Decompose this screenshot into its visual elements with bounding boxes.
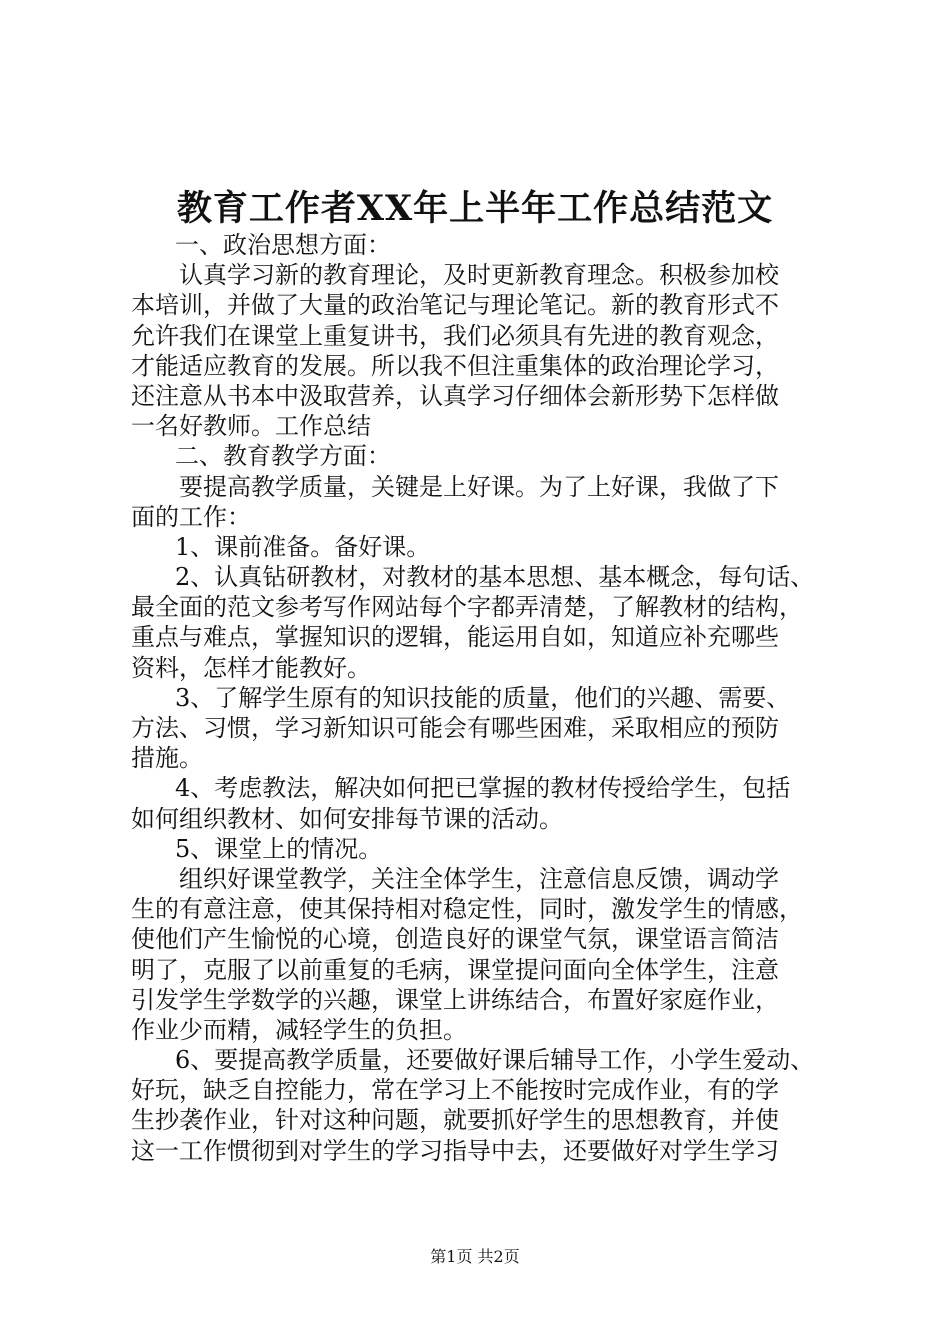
text-line: 还注意从书本中汲取营养，认真学习仔细体会新形势下怎样做: [131, 381, 779, 410]
text-line: 面的工作：: [131, 502, 251, 531]
text-line: 生抄袭作业，针对这种问题，就要抓好学生的思想教育，并使: [131, 1106, 779, 1135]
text-line: 引发学生学数学的兴趣，课堂上讲练结合，布置好家庭作业，: [131, 985, 779, 1014]
text-line: 最全面的范文参考写作网站每个字都弄清楚，了解教材的结构，: [131, 593, 803, 622]
document-title: 教育工作者XX年上半年工作总结范文: [176, 188, 774, 229]
text-line: 作业少而精，减轻学生的负担。: [131, 1015, 467, 1044]
text-line: 2、认真钻研教材，对教材的基本思想、基本概念，每句话、: [175, 563, 815, 592]
text-line: 5、课堂上的情况。: [175, 834, 383, 863]
page-footer: 第1页 共2页: [430, 1247, 520, 1266]
text-line: 方法、习惯，学习新知识可能会有哪些困难，采取相应的预防: [131, 714, 779, 742]
document-body: [131, 230, 831, 1166]
text-line: 这一工作惯彻到对学生的学习指导中去，还要做好对学生学习: [131, 1136, 779, 1165]
text-line: 二、教育教学方面：: [175, 442, 391, 471]
text-line: 重点与难点，掌握知识的逻辑，能运用自如，知道应补充哪些: [131, 623, 779, 652]
text-line: 允许我们在课堂上重复讲书，我们必须具有先进的教育观念，: [131, 321, 779, 350]
text-line: 要提高教学质量，关键是上好课。为了上好课，我做了下: [179, 472, 779, 501]
text-line: 一、政治思想方面：: [175, 231, 391, 259]
text-line: 生的有意注意，使其保持相对稳定性，同时，激发学生的情感，: [131, 895, 803, 924]
text-line: 好玩，缺乏自控能力，常在学习上不能按时完成作业，有的学: [131, 1076, 779, 1105]
text-line: 明了，克服了以前重复的毛病，课堂提问面向全体学生，注意: [131, 955, 779, 984]
text-line: 认真学习新的教育理论，及时更新教育理念。积极参加校: [179, 261, 779, 290]
text-line: 本培训，并做了大量的政治笔记与理论笔记。新的教育形式不: [131, 291, 779, 320]
text-line: 使他们产生愉悦的心境，创造良好的课堂气氛，课堂语言简洁: [131, 925, 779, 954]
text-line: 资料，怎样才能教好。: [131, 653, 371, 682]
text-line: 组织好课堂教学，关注全体学生，注意信息反馈，调动学: [179, 864, 779, 893]
text-line: 4、考虑教法，解决如何把已掌握的教材传授给学生，包括: [175, 774, 791, 803]
text-line: 措施。: [131, 744, 203, 773]
text-line: 如何组织教材、如何安排每节课的活动。: [131, 804, 563, 833]
text-line: 3、了解学生原有的知识技能的质量，他们的兴趣、需要、: [175, 683, 791, 712]
text-line: 一名好教师。工作总结: [131, 412, 371, 441]
text-line: 才能适应教育的发展。所以我不但注重集体的政治理论学习，: [131, 351, 779, 380]
text-line: 1、课前准备。备好课。: [175, 532, 431, 561]
text-line: 6、要提高教学质量，还要做好课后辅导工作，小学生爱动、: [175, 1046, 815, 1075]
